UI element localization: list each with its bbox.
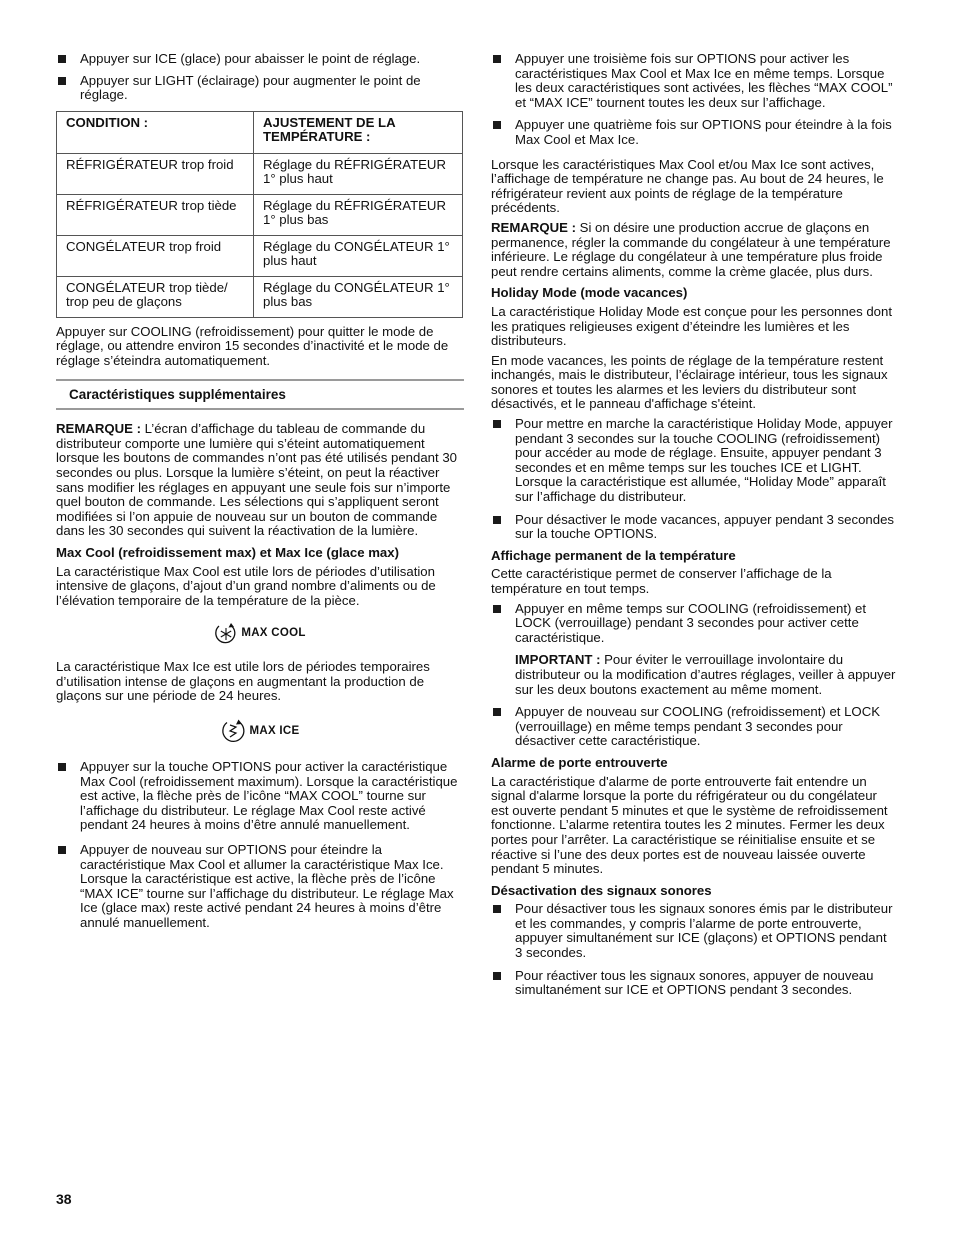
table-row: [57, 276, 463, 317]
desactivation-bullets: [491, 902, 897, 998]
options-bullets: [56, 760, 464, 931]
max-cool-label: MAX COOL: [241, 626, 306, 639]
column-header-condition: CONDITION :: [57, 111, 254, 153]
alarme-paragraph: La caractéristique d'alarme de porte entrouverte fait entendre un signal d'alarme lorsque la porte du réfrigérateur ou du congélateur est ouverte pendant 5 minutes et que le système de refroidissement fonctionne. L’alarme retentira toutes les 2 minutes. Fermer les deux portes pour l’arrêter. La caractéristique se réinitialise ensuite et se réactive si l’une des deux portes est de nouveau laissée ouverte pendant 5 minutes.: [491, 773, 888, 877]
remarque-label: REMARQUE :: [491, 219, 576, 235]
table-cell: RÉFRIGÉRATEUR trop tiède: [57, 194, 254, 235]
bullet-square-icon: [493, 605, 501, 613]
bullet-square-icon: [493, 516, 501, 524]
right-column: [491, 52, 897, 1005]
list-item: Appuyer sur ICE (glace) pour abaisser le point de réglage.: [56, 52, 464, 67]
maxcool-heading: Max Cool (refroidissement max) et Max Ice (glace max): [56, 544, 399, 560]
affichage-heading: Affichage permanent de la température: [491, 547, 736, 563]
page-number: 38: [56, 1191, 72, 1207]
table-cell: Réglage du CONGÉLATEUR 1° plus haut: [254, 235, 463, 276]
bullet-square-icon: [493, 972, 501, 980]
remarque-text: Si on désire une production accrue de glaçons en permanence, régler la commande du congélateur à une température inférieure. Le réglage du congélateur à une température plus froide peut rendre certains aliments, comme la crème glacée, plus durs.: [491, 219, 891, 279]
table-header-row: [57, 111, 463, 153]
list-item: Pour réactiver tous les signaux sonores, appuyer de nouveau simultanément sur ICE et OPTIONS pendant 3 secondes.: [491, 969, 897, 998]
holiday-heading: Holiday Mode (mode vacances): [491, 285, 688, 301]
section-title: Caractéristiques supplémentaires: [56, 379, 464, 411]
bullet-square-icon: [493, 708, 501, 716]
list-item: Appuyer sur LIGHT (éclairage) pour augmenter le point de réglage.: [56, 74, 464, 103]
bullet-square-icon: [58, 55, 66, 63]
table-cell: Réglage du RÉFRIGÉRATEUR 1° plus bas: [254, 194, 463, 235]
temperature-adjustment-table: [56, 111, 463, 318]
max-ice-icon: [220, 718, 246, 744]
list-item: Pour désactiver tous les signaux sonores émis par le distributeur et les commandes, y compris l’alarme de porte entrouverte, appuyer simultanément sur ICE (glaçons) et OPTIONS pendant 3 secondes.: [491, 902, 897, 960]
maxice-paragraph: La caractéristique Max Ice est utile lors de périodes temporaires d’utilisation intense de glaçons en augmentant la production de glaçons sur une période de 24 heures.: [56, 659, 430, 704]
list-item: Appuyer une quatrième fois sur OPTIONS pour éteindre à la fois Max Cool et Max Ice.: [491, 118, 897, 147]
list-item: Appuyer sur la touche OPTIONS pour activer la caractéristique Max Cool (refroidissement maximum). Lorsque la caractéristique est active, la flèche près de l’icône “MAX COOL” tourne sur l’affichage du distributeur. Le réglage Max Cool reste activé pendant 24 heures à moins d’être annulé manuellement.: [56, 760, 464, 833]
bullet-square-icon: [493, 121, 501, 129]
list-item: Appuyer une troisième fois sur OPTIONS pour activer les caractéristiques Max Cool et Max Ice en même temps. Lorsque les deux caractéristiques sont activées, les flèches “MAX COOL” et “MAX ICE” tournent toutes les deux sur l’affichage.: [491, 52, 897, 110]
desactivation-heading: Désactivation des signaux sonores: [491, 882, 712, 898]
list-item: Pour mettre en marche la caractéristique Holiday Mode, appuyer pendant 3 secondes sur la touche COOLING (refroidissement) pour accéder au mode de réglage. Ensuite, appuyer pendant 3 secondes et en même temps sur les touches ICE et LIGHT. Lorsque la caractéristique est allumée, “Holiday Mode” apparaît sur l’affichage du distributeur.: [491, 417, 897, 505]
left-column: [56, 52, 464, 938]
table-row: [57, 235, 463, 276]
active-paragraph: Lorsque les caractéristiques Max Cool et/ou Max Ice sont actives, l’affichage de température ne change pas. Au bout de 24 heures, le réfrigérateur revient aux points de réglage de la température précédents.: [491, 156, 884, 216]
list-item: Appuyer de nouveau sur OPTIONS pour éteindre la caractéristique Max Cool et allumer la caractéristique Max Ice. Lorsque la caractéristique est active, la flèche près de l’icône “MAX ICE” tourne sur l’affichage du distributeur. Le réglage Max Ice (glace max) reste activé pendant 24 heures à moins d’être annulé manuellement.: [56, 843, 464, 931]
remarque-text: L’écran d’affichage du tableau de commande du distributeur comporte une lumière qui s’éteint automatiquement lorsque les boutons de commandes n’ont pas été utilisés pendant 30 secondes ou plus. Lorsque la lumière s’éteint, on peut la réactiver sans modifier les réglages en appuyant une seule fois sur n’importe quel bouton de commande. Les sélections qui s’appliquent seront modifiées si l’on appuie de nouveau sur un bouton de commande dans les 30 secondes qui suivent la réactivation de la lumière.: [56, 421, 458, 539]
important-label: IMPORTANT :: [515, 652, 601, 668]
holiday-bullets: [491, 417, 897, 542]
holiday-paragraph-2: En mode vacances, les points de réglage de la température restent inchangés, mais le distributeur, l’éclairage intérieur, tous les signaux sonores et toutes les alarmes et les leviers du distributeur sont désactivés, et le panneau d'affichage s'éteint.: [491, 352, 888, 412]
table-row: [57, 153, 463, 194]
remarque-paragraph: [491, 221, 897, 279]
max-ice-label: MAX ICE: [249, 724, 300, 737]
bullet-square-icon: [58, 846, 66, 854]
table-cell: RÉFRIGÉRATEUR trop froid: [57, 153, 254, 194]
remarque-label: REMARQUE :: [56, 421, 141, 437]
bullet-square-icon: [493, 420, 501, 428]
cooling-paragraph: Appuyer sur COOLING (refroidissement) pour quitter le mode de réglage, ou attendre environ 15 secondes d’inactivité et le mode de réglage s’éteindra automatiquement.: [56, 323, 449, 368]
important-text: Pour éviter le verrouillage involontaire du distributeur ou la modification d’autres réglages, veiller à appuyer sur les deux boutons exactement au même moment.: [515, 652, 896, 697]
table-cell: Réglage du CONGÉLATEUR 1° plus bas: [254, 276, 463, 317]
bullet-square-icon: [493, 55, 501, 63]
list-item: Appuyer en même temps sur COOLING (refroidissement) et LOCK (verrouillage) pendant 3 secondes pour activer cette caractéristique. IMPORTANT : Pour éviter le verrouillage involontaire du distributeur ou la modification d’autres réglages, veiller à appuyer sur les deux boutons exactement au même moment.: [491, 602, 897, 698]
important-note: [515, 653, 897, 697]
column-header-adjustment: AJUSTEMENT DE LA TEMPÉRATURE :: [254, 111, 463, 153]
table-cell: Réglage du RÉFRIGÉRATEUR 1° plus haut: [254, 153, 463, 194]
table-cell: CONGÉLATEUR trop froid: [57, 235, 254, 276]
table-row: [57, 194, 463, 235]
adjust-bullets: [56, 52, 464, 103]
maxice-icon-row: [56, 718, 464, 744]
alarme-heading: Alarme de porte entrouverte: [491, 754, 668, 770]
table-cell: CONGÉLATEUR trop tiède/ trop peu de glaçons: [57, 276, 254, 317]
list-item: Appuyer de nouveau sur COOLING (refroidissement) et LOCK (verrouillage) en même temps pendant 3 secondes pour désactiver cette caractéristique.: [491, 705, 897, 749]
list-item: Pour désactiver le mode vacances, appuyer pendant 3 secondes sur la touche OPTIONS.: [491, 513, 897, 542]
maxcool-paragraph: La caractéristique Max Cool est utile lors de périodes d’utilisation intensive de glaçons, d’ajout d’un grand nombre d’aliments ou de l’élévation temporaire de la température de la pièce.: [56, 563, 436, 608]
bullet-square-icon: [493, 905, 501, 913]
options-bullets-continued: [491, 52, 897, 148]
affichage-paragraph: Cette caractéristique permet de conserver l’affichage de la température en tout temps.: [491, 566, 832, 596]
max-cool-icon: [214, 622, 238, 644]
holiday-paragraph-1: La caractéristique Holiday Mode est conçue pour les personnes dont les pratiques religieuses exigent d’éteindre les lumières et les distributeurs.: [491, 303, 892, 349]
maxcool-icon-row: [56, 622, 464, 644]
remarque-paragraph: [56, 422, 464, 539]
bullet-square-icon: [58, 77, 66, 85]
bullet-square-icon: [58, 763, 66, 771]
affichage-bullets: [491, 602, 897, 749]
